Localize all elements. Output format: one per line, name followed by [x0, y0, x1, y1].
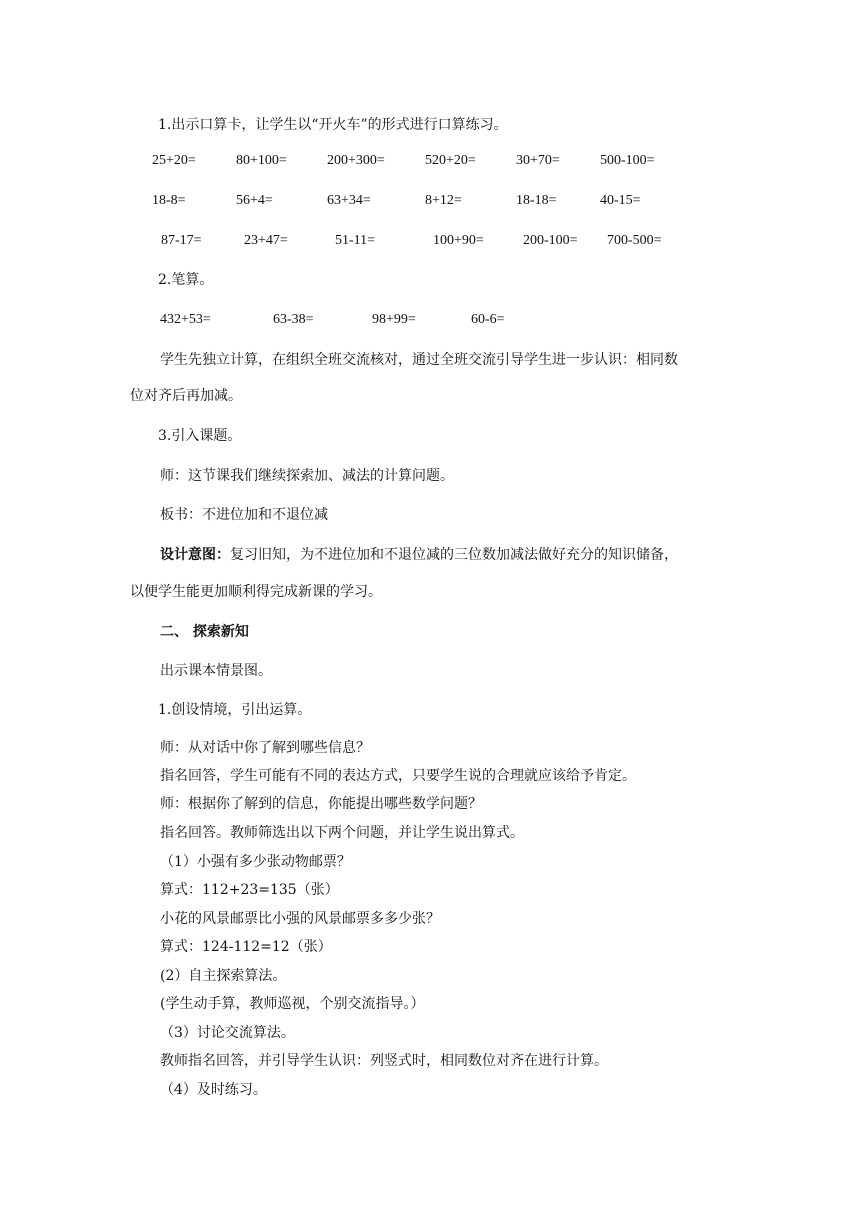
mental-calc: 80+100=: [236, 153, 287, 168]
section-title: 二、 探索新知: [160, 624, 249, 640]
design-intent-label: 设计意图：: [160, 547, 230, 563]
mental-calc: 87-17=: [161, 233, 202, 248]
paragraph: (学生动手算，教师巡视，个别交流指导。）: [160, 996, 425, 1012]
mental-calc: 18-8=: [152, 193, 186, 208]
paragraph: 指名回答。教师筛选出以下两个问题，并让学生说出算式。: [160, 825, 524, 841]
item1-heading: 1.出示口算卡，让学生以“开火车”的形式进行口算练习。: [158, 117, 508, 133]
mental-calc: 100+90=: [433, 233, 484, 248]
paragraph: 指名回答，学生可能有不同的表达方式，只要学生说的合理就应该给予肯定。: [160, 768, 636, 784]
teacher-line: 师：这节课我们继续探索加、减法的计算问题。: [160, 468, 454, 484]
paragraph: 位对齐后再加减。: [130, 388, 242, 404]
paragraph: 1.创设情境，引出运算。: [158, 702, 312, 718]
mental-calc: 40-15=: [600, 193, 641, 208]
paragraph: 师：从对话中你了解到哪些信息？: [160, 740, 370, 756]
design-intent-text: 复习旧知，为不进位加和不退位减的三位数加减法做好充分的知识储备，: [230, 547, 678, 563]
paragraph: （4）及时练习。: [160, 1082, 267, 1098]
mental-calc: 56+4=: [236, 193, 273, 208]
formula: 算式：124-112=12（张）: [160, 939, 332, 955]
mental-calc: 520+20=: [425, 153, 476, 168]
written-calc: 63-38=: [273, 312, 314, 327]
item2-heading: 2.笔算。: [158, 272, 214, 288]
mental-calc: 200+300=: [327, 153, 385, 168]
written-calc: 98+99=: [372, 312, 416, 327]
mental-calc: 500-100=: [600, 153, 655, 168]
paragraph: （3）讨论交流算法。: [160, 1025, 295, 1041]
paragraph: 出示课本情景图。: [160, 663, 272, 679]
paragraph: (2）自主探索算法。: [160, 968, 287, 984]
mental-calc: 18-18=: [516, 193, 557, 208]
paragraph: 小花的风景邮票比小强的风景邮票多多少张？: [160, 911, 440, 927]
mental-calc: 8+12=: [425, 193, 462, 208]
mental-calc: 63+34=: [327, 193, 371, 208]
paragraph: 以便学生能更加顺利得完成新课的学习。: [130, 584, 382, 600]
item3-heading: 3.引入课题。: [158, 428, 242, 444]
mental-calc: 25+20=: [152, 153, 196, 168]
design-intent: [160, 545, 678, 565]
mental-calc: 23+47=: [244, 233, 288, 248]
paragraph: 师：根据你了解到的信息，你能提出哪些数学问题？: [160, 796, 482, 812]
mental-calc: 700-500=: [607, 233, 662, 248]
paragraph: （1）小强有多少张动物邮票？: [160, 854, 351, 870]
board-line: 板书：不进位加和不退位减: [160, 507, 328, 523]
written-calc: 60-6=: [471, 312, 505, 327]
mental-calc: 200-100=: [523, 233, 578, 248]
mental-calc: 30+70=: [516, 153, 560, 168]
mental-calc: 51-11=: [335, 233, 376, 248]
written-calc: 432+53=: [160, 312, 211, 327]
paragraph: 学生先独立计算，在组织全班交流核对，通过全班交流引导学生进一步认识：相同数: [160, 352, 678, 368]
paragraph: 教师指名回答，并引导学生认识：列竖式时，相同数位对齐在进行计算。: [160, 1053, 608, 1069]
formula: 算式：112+23=135（张）: [160, 882, 339, 898]
